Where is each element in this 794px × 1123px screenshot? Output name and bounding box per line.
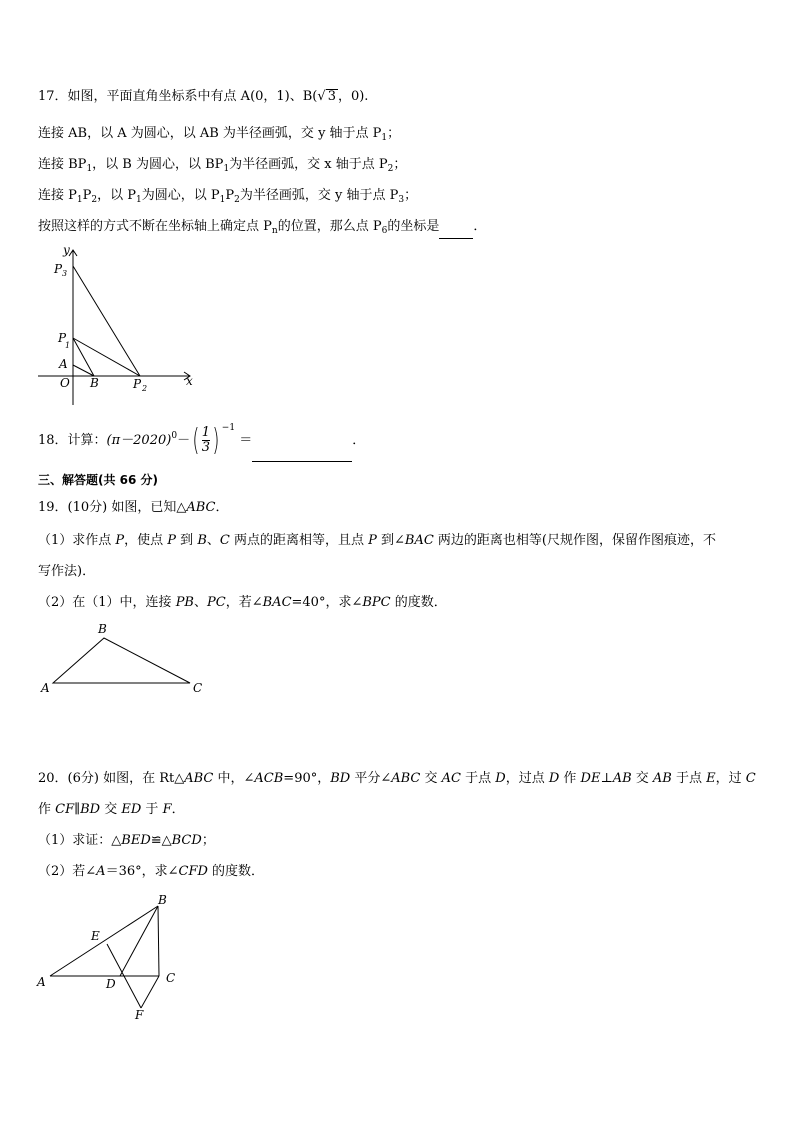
q18-line: 18．计算：$(\pi-2020)^0-$( $\frac{1}{3}$ ) $^{-1}$ ＝ ．	[38, 423, 365, 462]
q17-line5: 按照这样的方式不断在坐标轴上确定点 $P_n$的位置，那么点 $P_6$的坐标是 ．	[38, 218, 486, 239]
q17-line3: 连接 $BP_1$，以 B 为圆心，以 $BP_1$为半径画弧，交 x 轴于点 $P_2$；	[38, 157, 407, 174]
q19-stem: 19．(10分) 如图，已知△ABC．	[38, 500, 229, 515]
label-p1-sub: 1	[65, 341, 71, 350]
label-p3: P	[54, 262, 63, 276]
section-title: 三、解答题(共 66 分)	[38, 473, 159, 487]
label-a: A	[41, 681, 50, 695]
label-p2-sub: 2	[142, 384, 148, 393]
right-paren: )	[212, 422, 220, 458]
label-b: B	[98, 622, 107, 636]
q19-part1: （1）求作点 P，使点 P 到 B、C 两点的距离相等，且点 P 到∠BAC 两边的距离也相等(尺规作图，保留作图痕迹，不	[38, 533, 716, 548]
label-p1: P	[58, 331, 67, 345]
label-x: x	[186, 374, 193, 388]
label-b: B	[158, 893, 167, 907]
label-b: B	[90, 376, 99, 390]
q19-figure	[36, 620, 216, 700]
label-p2: P	[133, 377, 142, 391]
q20-stem-line1: 20．(6分) 如图，在 Rt△ABC 中，∠ACB=90°，BD 平分∠ABC 交 AC 于点 D，过点 D 作 DE⊥AB 交 AB 于点 E，过 C	[38, 771, 756, 786]
segment-bc	[158, 906, 159, 976]
label-d: D	[106, 977, 116, 991]
label-e: E	[91, 929, 100, 943]
label-y: y	[63, 243, 70, 257]
q20-stem-line2: 作 CF∥BD 交 ED 于 F．	[38, 802, 185, 817]
label-f: F	[135, 1008, 144, 1022]
label-o: O	[60, 376, 70, 390]
q17-line1: 17．如图，平面直角坐标系中有点 A(0，1)、B(√ 3 ，0).	[38, 89, 369, 104]
label-p3-sub: 3	[62, 269, 68, 278]
q20-part2: （2）若∠A＝36°，求∠CFD 的度数．	[38, 864, 265, 879]
fraction: $\frac{1}{3}$	[201, 425, 211, 455]
segment-bd	[120, 906, 158, 976]
label-a: A	[37, 975, 46, 989]
segment-ab	[50, 906, 158, 976]
label-c: C	[193, 681, 203, 695]
q17-line4: 连接 $P_1P_2$，以 $P_1$为圆心，以 $P_1P_2$为半径画弧，交 y 轴于点 $P_3$；	[38, 188, 418, 205]
q17-figure	[30, 240, 230, 410]
segment-cf	[141, 976, 159, 1008]
q20-part1: （1）求证：△BED≌△BCD；	[38, 833, 215, 848]
q19-part1-line2: 写作法)．	[38, 564, 96, 579]
answer-blank[interactable]	[252, 425, 352, 462]
label-c: C	[166, 971, 176, 985]
left-paren: (	[192, 422, 200, 458]
segment-p3p2	[73, 266, 140, 376]
q20-figure	[34, 892, 204, 1032]
answer-blank[interactable]	[439, 220, 473, 239]
q19-part2: （2）在（1）中，连接 PB、PC，若∠BAC=40°，求∠BPC 的度数．	[38, 595, 447, 610]
label-a: A	[59, 357, 68, 371]
q17-line2: 连接 AB，以 A 为圆心，以 AB 为半径画弧，交 y 轴于点 $P_1$；	[38, 126, 401, 143]
sqrt-symbol: √	[317, 89, 326, 104]
triangle-abc	[53, 638, 190, 683]
